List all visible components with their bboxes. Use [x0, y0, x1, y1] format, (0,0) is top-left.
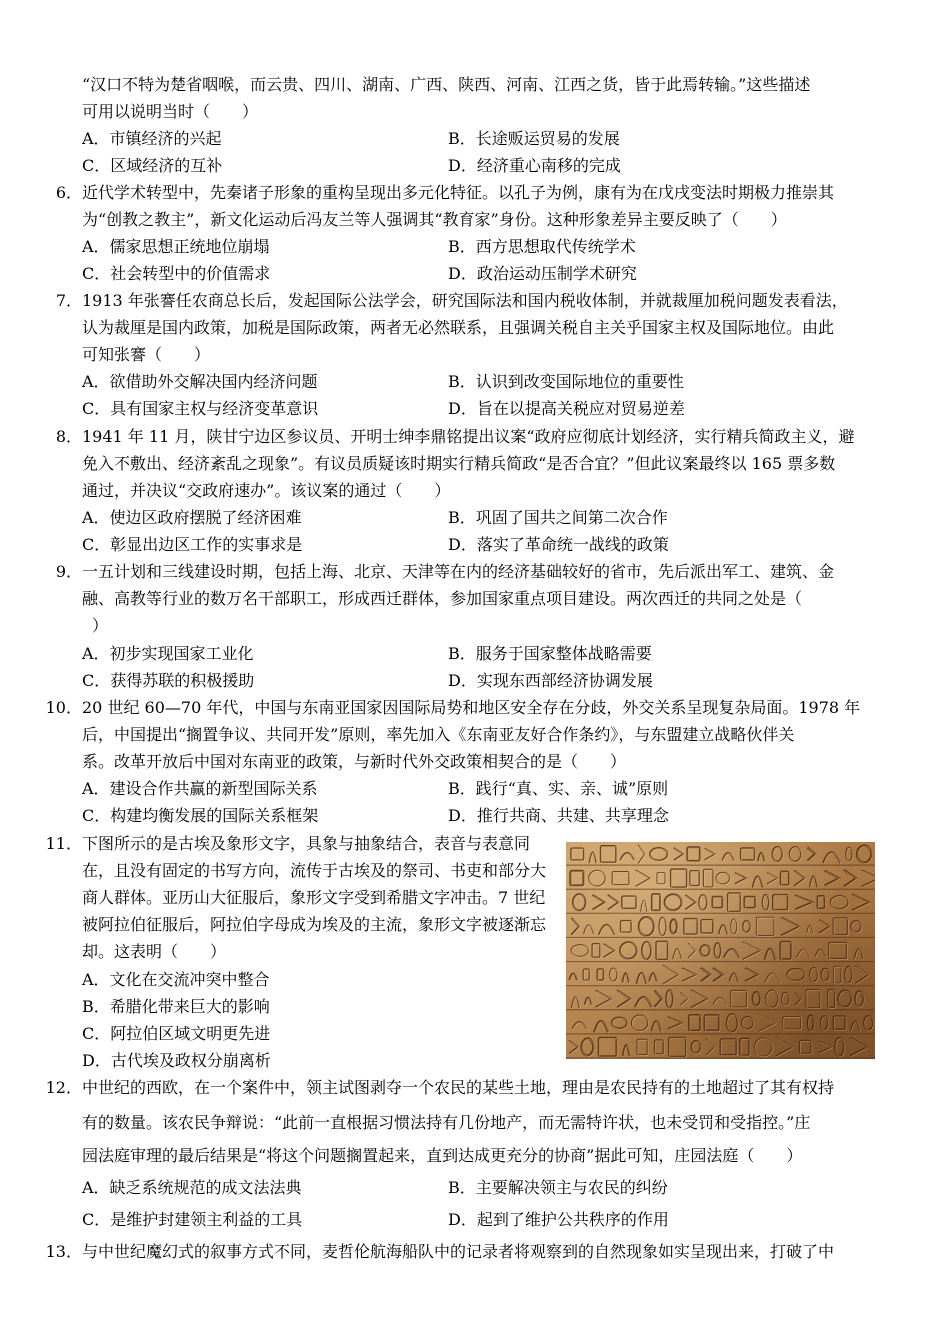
q5-option-c[interactable]: C．区域经济的互补 — [82, 156, 223, 175]
q9-option-c[interactable]: C．获得苏联的积极援助 — [82, 671, 255, 690]
q13-stem-line-1: 与中世纪魔幻式的叙事方式不同，麦哲伦航海船队中的记录者将观察到的自然现象如实呈现出来，打破了中 — [82, 1242, 835, 1261]
glyph-highlight — [651, 849, 668, 861]
glyph-highlight — [613, 872, 630, 885]
glyph — [612, 872, 629, 885]
q12-option-b[interactable]: B．主要解决领主与农民的纠纷 — [448, 1178, 668, 1197]
q10-option-d[interactable]: D．推行共商、共建、共享理念 — [448, 806, 669, 825]
glyph — [780, 942, 791, 960]
glyph — [862, 870, 875, 886]
glyph — [834, 1016, 846, 1029]
glyph-highlight — [741, 849, 755, 861]
q11-stem-line-2: 在，且没有固定的书写方向，流传于古埃及的祭司、书吏和部分大 — [82, 861, 547, 880]
glyph-highlight — [670, 1038, 687, 1057]
q11-option-b[interactable]: B．希腊化带来巨大的影响 — [82, 997, 270, 1016]
glyph-highlight — [766, 974, 781, 984]
q9-stem-line-3: ） — [92, 616, 109, 635]
q6-option-d[interactable]: D．政治运动压制学术研究 — [448, 264, 637, 283]
hieroglyph-carving — [566, 842, 875, 1059]
glyph — [833, 918, 847, 935]
glyph-highlight — [774, 896, 789, 911]
q9-option-b[interactable]: B．服务于国家整体战略需要 — [448, 644, 652, 663]
glyph-highlight — [790, 848, 801, 863]
q6-option-a[interactable]: A．儒家思想正统地位崩塌 — [82, 237, 270, 256]
glyph-highlight — [685, 919, 698, 934]
q8-stem-line-3: 通过，并决议“交政府速办”。该议案的通过（ ） — [82, 481, 451, 500]
glyph — [691, 990, 707, 1008]
q5-stem-line-2: 可用以说明当时（ ） — [82, 102, 259, 121]
q12-option-c[interactable]: C．是维护封建领主利益的工具 — [82, 1210, 303, 1229]
glyph-highlight — [839, 991, 852, 1007]
q12-option-d[interactable]: D．起到了维护公共秩序的作用 — [448, 1210, 669, 1229]
glyph — [781, 871, 789, 884]
q7-option-b[interactable]: B．认识到改变国际地位的重要性 — [448, 372, 684, 391]
glyph — [669, 1037, 686, 1056]
glyph — [783, 1017, 801, 1029]
glyph — [622, 896, 636, 908]
q6-option-b[interactable]: B．西方思想取代传统学术 — [448, 237, 636, 256]
q6-stem-line-2: 为“创教之教主”，新文化运动后冯友兰等人强调其“教育家”身份。这种形象差异主要反映了（ ） — [82, 210, 787, 229]
q6-stem-line-1: 近代学术转型中，先秦诸子形象的重构呈现出多元化特征。以孔子为例，康有为在戊戌变法时期极力推崇其 — [82, 183, 835, 202]
q5-stem-line-1: “汉口不特为楚省咽喉，而云贵、四川、湖南、广西、陕西、河南、江西之货，皆于此焉转输。”这些描述 — [82, 75, 811, 94]
glyph — [731, 990, 747, 1006]
q11-number: 11． — [45, 834, 82, 853]
glyph-highlight — [638, 1040, 648, 1055]
glyph-highlight — [657, 942, 669, 960]
glyph-highlight — [640, 918, 655, 937]
q8-stem-line-1: 1941 年 11 月，陕甘宁边区参议员、开明士绅李鼎铭提出议案“政府应彻底计划经济，实行精兵简政主义，避 — [82, 427, 855, 446]
q8-option-a[interactable]: A．使边区政府摆脱了经济困难 — [82, 508, 302, 527]
glyph — [744, 897, 755, 908]
glyph-highlight — [665, 895, 682, 911]
glyph — [781, 917, 799, 935]
glyph — [740, 1039, 749, 1056]
q7-option-d[interactable]: D．旨在以提高关税应对贸易逆差 — [448, 399, 685, 418]
glyph — [743, 942, 761, 960]
glyph-highlight — [721, 1040, 737, 1056]
glyph-highlight — [757, 918, 775, 936]
q6-option-c[interactable]: C．社会转型中的价值需求 — [82, 264, 271, 283]
q8-stem-line-2: 免入不敷出、经济紊乱之现象”。有议员质疑该时期实行精兵简政“是否合宜？”但此议案最终以 165 票多数 — [82, 454, 836, 473]
q10-option-c[interactable]: C．构建均衡发展的国际关系框架 — [82, 806, 319, 825]
glyph — [705, 1015, 719, 1030]
glyph — [758, 1014, 775, 1031]
glyph — [701, 920, 713, 933]
glyph — [829, 942, 847, 958]
q11-stem-line-4: 被阿拉伯征服后，阿拉伯字母成为埃及的主流，象形文字被逐渐忘 — [82, 915, 547, 934]
glyph — [594, 1021, 608, 1032]
glyph-highlight — [732, 991, 748, 1007]
q9-option-d[interactable]: D．实现东西部经济协调发展 — [448, 671, 653, 690]
q10-stem-line-1: 20 世纪 60—70 年代，中国与东南亚国家因国际局势和地区安全存在分歧，外交关系呈现复杂局面。1978 年 — [82, 698, 861, 717]
q6-number: 6． — [55, 183, 82, 202]
glyph — [656, 941, 668, 959]
q12-stem-line-2: 有的数量。该农民争辩说：“此前一直根据习惯法持有几份地产，而无需特许状，也未受罚和受指控。”庄 — [82, 1113, 811, 1132]
glyph — [570, 871, 583, 886]
q11-stem-line-5: 却。这表明（ ） — [82, 942, 227, 961]
glyph — [800, 1041, 812, 1054]
glyph — [601, 846, 616, 862]
glyph-highlight — [571, 872, 584, 887]
q7-stem-line-3: 可知张謇（ ） — [82, 345, 211, 364]
q10-stem-line-3: 系。改革开放后中国对东南亚的政策，与新时代外交政策相契合的是（ ） — [82, 752, 627, 771]
q7-option-a[interactable]: A．欲借助外交解决国内经济问题 — [82, 372, 318, 391]
glyph — [671, 869, 687, 887]
glyph-highlight — [572, 849, 585, 861]
glyph — [728, 893, 741, 911]
glyph-highlight — [824, 853, 841, 864]
glyph — [621, 921, 632, 933]
glyph — [773, 895, 788, 910]
glyph — [690, 871, 699, 886]
glyph-highlight — [858, 846, 872, 863]
glyph-highlight — [590, 871, 606, 887]
q10-option-b[interactable]: B．践行“真、实、亲、诚”原则 — [448, 779, 669, 798]
glyph-highlight — [788, 970, 806, 982]
glyph-highlight — [800, 1041, 812, 1054]
q8-option-d[interactable]: D．落实了革命统一战线的政策 — [448, 535, 669, 554]
q11-stem-line-1: 下图所示的是古埃及象形文字，具象与抽象结合，表音与表意同 — [82, 834, 531, 853]
glyph — [571, 848, 584, 860]
q8-option-b[interactable]: B．巩固了国共之间第二次合作 — [448, 508, 668, 527]
q7-number: 7． — [55, 291, 82, 310]
glyph — [850, 1038, 867, 1056]
glyph — [655, 1040, 664, 1054]
q9-number: 9． — [55, 562, 82, 581]
hieroglyph-image — [566, 842, 875, 1059]
glyph-highlight — [830, 943, 848, 959]
glyph-highlight — [572, 945, 589, 957]
q9-stem-line-1: 一五计划和三线建设时期，包括上海、北京、天津等在内的经济基础较好的省市，先后派出军工、建筑、金 — [82, 562, 835, 581]
glyph — [756, 917, 774, 935]
glyph-highlight — [728, 894, 741, 912]
glyph-highlight — [688, 848, 701, 862]
q5-option-d[interactable]: D．经济重心南移的完成 — [448, 156, 621, 175]
glyph — [687, 847, 700, 861]
glyph-highlight — [672, 870, 688, 888]
q9-option-a[interactable]: A．初步实现国家工业化 — [82, 644, 254, 663]
glyph — [806, 990, 820, 1008]
glyph — [599, 1038, 617, 1057]
q11-stem-line-3: 商人群体。亚历山大征服后，象形文字受到希腊文字冲击。7 世纪 — [82, 888, 546, 907]
q10-stem-line-2: 后，中国提出“搁置争议、共同开发”原则，率先加入《东南亚友好合作条约》，与东盟建立战略伙伴关 — [82, 725, 795, 744]
q8-number: 8． — [55, 427, 82, 446]
q12-stem-line-3: 园法庭审理的最后结果是“将这个问题搁置起来，直到达成更充分的协商”据此可知，庄园法庭（ ） — [82, 1146, 803, 1165]
glyph-highlight — [831, 896, 849, 909]
q8-option-c[interactable]: C．彰显出边区工作的实事求是 — [82, 535, 303, 554]
glyph-highlight — [599, 1038, 617, 1057]
glyph — [703, 869, 713, 887]
glyph-highlight — [704, 870, 714, 888]
q7-option-c[interactable]: C．具有国家主权与经济变革意识 — [82, 399, 319, 418]
q12-option-a[interactable]: A．缺乏系统规范的成文法法典 — [82, 1178, 302, 1197]
glyph-highlight — [623, 897, 637, 909]
q9-stem-line-2: 融、高教等行业的数万名干部职工，形成西迁群体，参加国家重点项目建设。两次西迁的共同之处是（ — [82, 589, 803, 608]
glyph — [720, 1039, 736, 1055]
glyph-highlight — [743, 1017, 754, 1029]
glyph-highlight — [755, 1039, 772, 1057]
glyph-highlight — [621, 943, 638, 960]
glyph — [712, 897, 722, 908]
q11-option-c[interactable]: C．阿拉伯区域文明更先进 — [82, 1024, 271, 1043]
q11-option-d[interactable]: D．古代埃及政权分崩离析 — [82, 1051, 271, 1070]
glyph-highlight — [767, 991, 779, 1008]
glyph-highlight — [784, 1017, 802, 1029]
glyph-highlight — [601, 847, 616, 863]
q7-stem-line-2: 认为裁厘是国内政策，加税是国际政策，两者无必然联系，且强调关税自主关乎国家主权及国际地位。由此 — [82, 318, 835, 337]
glyph-highlight — [632, 1016, 648, 1032]
glyph — [663, 965, 678, 984]
glyph-highlight — [702, 920, 714, 933]
q11-option-a[interactable]: A．文化在交流冲突中整合 — [82, 970, 270, 989]
glyph-highlight — [807, 990, 821, 1008]
glyph-highlight — [574, 895, 587, 911]
glyph — [637, 1039, 647, 1054]
glyph — [684, 919, 697, 934]
glyph-highlight — [834, 919, 848, 936]
q10-number: 10． — [45, 698, 82, 717]
glyph — [741, 848, 755, 860]
q12-stem-line-1: 中世纪的西欧，在一个案件中，领主试图剥夺一个农民的某些土地，理由是农民持有的土地超过了其有权持 — [82, 1078, 835, 1097]
q5-option-b[interactable]: B．长途贩运贸易的发展 — [448, 129, 620, 148]
q10-option-a[interactable]: A．建设合作共赢的新型国际关系 — [82, 779, 318, 798]
glyph-highlight — [717, 873, 730, 885]
q5-option-a[interactable]: A．市镇经济的兴起 — [82, 129, 222, 148]
glyph — [776, 1038, 793, 1056]
q7-stem-line-1: 1913 年张謇任农商总长后，发起国际公法学会，研究国际法和国内税收体制，并就裁厘加税问题发表看法， — [82, 291, 848, 310]
glyph — [689, 1015, 700, 1031]
q12-number: 12． — [45, 1078, 82, 1097]
glyph — [652, 894, 660, 910]
q13-number: 13． — [45, 1242, 82, 1261]
glyph-highlight — [705, 1016, 719, 1031]
